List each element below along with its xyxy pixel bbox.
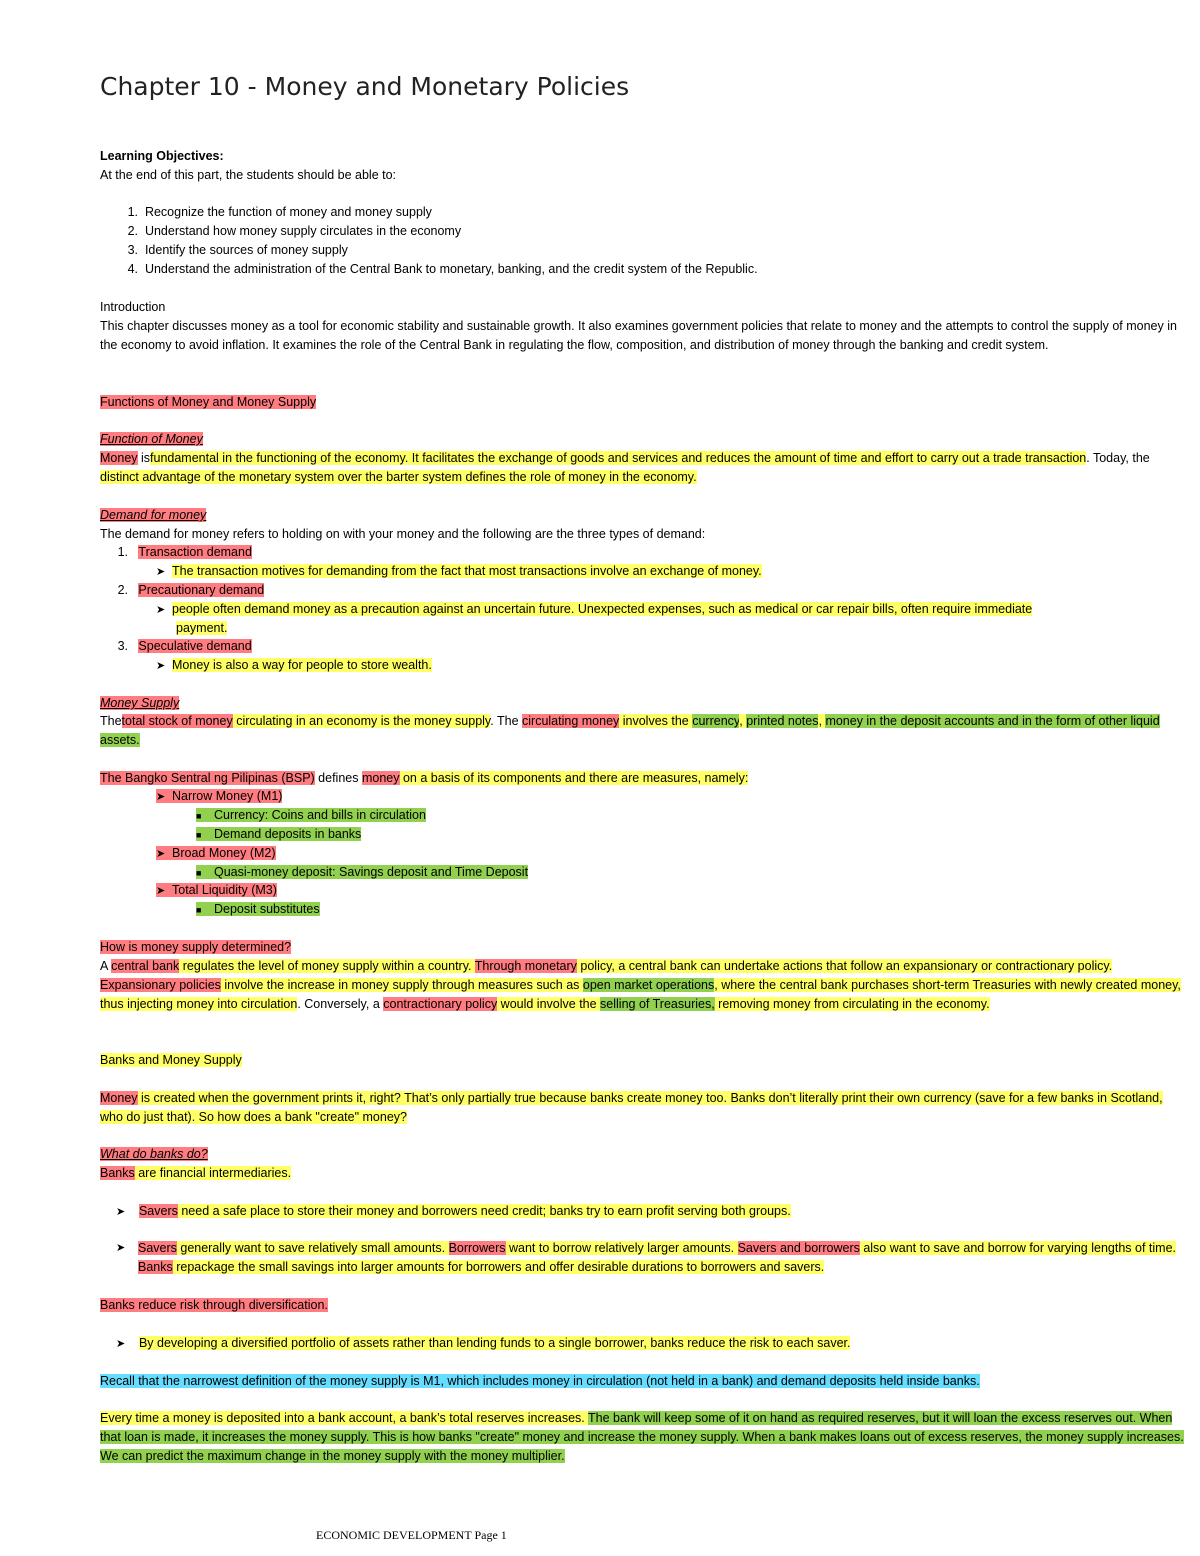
measure-m3: ➤ Total Liquidity (M3): [156, 883, 277, 897]
risk-heading: Banks reduce risk through diversification.: [100, 1298, 328, 1312]
bsp-text: The Bangko Sentral ng Pilipinas (BSP) defines money on a basis of its components and there are measures, namely:: [100, 771, 749, 785]
introduction-text: This chapter discusses money as a tool for economic stability and sustainable growth. It also examines government policies that relate to money and the attempts to control the supply of money in the economy to avoid inflation. It examines the role of the Central Bank in regulating the flow, composition, and distribution of money through the banking and credit system.: [100, 319, 1177, 352]
functions-heading: Functions of Money and Money Supply: [100, 395, 317, 409]
page-title: Chapter 10 - Money and Monetary Policies: [100, 72, 630, 101]
objective-item: 1. Recognize the function of money and money supply: [127, 205, 432, 219]
objectives-heading: Learning Objectives:: [100, 149, 224, 163]
banks-text: Money is created when the government prints it, right? That’s only partially true because banks create money too. Banks don’t literally print their own currency (save for a few banks in Scotland, who do just that). So how does a bank "create" money?: [100, 1091, 1163, 1124]
reserves-text: Every time a money is deposited into a bank account, a bank’s total reserves increases. The bank will keep some of it on hand as required reserves, but it will loan the excess reserves out. When that loan is made, it increases the money supply. This is how banks "create" money and increase the money supply. When a bank makes loans out of excess reserves, the money supply increases. We can predict the maximum change in the money supply with the money multiplier.: [100, 1411, 1184, 1463]
bank-point: ➤ Savers need a safe place to store their money and borrowers need credit; banks try to earn profit serving both groups.: [116, 1204, 791, 1218]
measure-item: ■ Demand deposits in banks: [196, 827, 362, 841]
determined-text: A central bank regulates the level of money supply within a country. Through monetary policy, a central bank can undertake actions that follow an expansionary or contractionary policy. Expansionary policies involve the increase in money supply through measures such as open market operations, where the central bank purchases short-term Treasuries with newly created money, thus injecting money into circulation. Conversely, a contractionary policy would involve the selling of Treasuries, removing money from circulating in the economy.: [100, 959, 1181, 1011]
demand-type: 3. Speculative demand: [117, 639, 252, 653]
bank-point: ➤ Savers generally want to save relatively small amounts. Borrowers want to borrow relatively larger amounts. Savers and borrowers also want to save and borrow for varying lengths of time. Banks repackage the small savings into larger amounts for borrowers and offer desirable durations to borrowers and savers.: [116, 1241, 1176, 1274]
footer: ECONOMIC DEVELOPMENT Page 1: [316, 1528, 507, 1542]
money-supply-heading: Money Supply: [100, 696, 180, 710]
demand-detail: ➤ Money is also a way for people to store wealth.: [156, 658, 432, 672]
demand-type: 2. Precautionary demand: [117, 583, 265, 597]
function-of-money-text: Money isfundamental in the functioning of the economy. It facilitates the exchange of goods and services and reduces the amount of time and effort to carry out a trade transaction. Today, the distinct advantage of the monetary system over the barter system defines the role of money in the economy.: [100, 451, 1150, 484]
determined-heading: How is money supply determined?: [100, 940, 292, 954]
banks-intermediaries: Banks are financial intermediaries.: [100, 1166, 292, 1180]
measure-m1: ➤ Narrow Money (M1): [156, 789, 283, 803]
demand-detail: ➤ The transaction motives for demanding from the fact that most transactions involve an exchange of money.: [156, 564, 762, 578]
what-banks-do-heading: What do banks do?: [100, 1147, 208, 1161]
objective-item: 2. Understand how money supply circulates in the economy: [127, 224, 462, 238]
demand-intro: The demand for money refers to holding on with your money and the following are the three types of demand:: [100, 527, 706, 541]
objectives-intro: At the end of this part, the students should be able to:: [100, 168, 397, 182]
measure-item: ■ Quasi-money deposit: Savings deposit and Time Deposit: [196, 865, 529, 879]
demand-detail-cont: payment.: [176, 621, 228, 635]
measure-m2: ➤ Broad Money (M2): [156, 846, 276, 860]
recall-text: Recall that the narrowest definition of the money supply is M1, which includes money in circulation (not held in a bank) and demand deposits held inside banks.: [100, 1374, 980, 1388]
banks-heading: Banks and Money Supply: [100, 1053, 242, 1067]
demand-heading: Demand for money: [100, 508, 207, 522]
objective-item: 4. Understand the administration of the Central Bank to monetary, banking, and the credit system of the Republic.: [127, 262, 758, 276]
demand-detail: ➤ people often demand money as a precaution against an uncertain future. Unexpected expenses, such as medical or car repair bills, often require immediate: [156, 602, 1033, 616]
introduction-heading: Introduction: [100, 300, 166, 314]
objective-item: 3. Identify the sources of money supply: [127, 243, 348, 257]
measure-item: ■ Currency: Coins and bills in circulation: [196, 808, 426, 822]
money-supply-text: Thetotal stock of money circulating in an economy is the money supply. The circulating money involves the currency, printed notes, money in the deposit accounts and in the form of other liquid assets.: [100, 714, 1160, 747]
function-of-money-heading: Function of Money: [100, 432, 203, 446]
risk-point: ➤ By developing a diversified portfolio of assets rather than lending funds to a single borrower, banks reduce the risk to each saver.: [116, 1336, 851, 1350]
demand-type: 1. Transaction demand: [117, 545, 252, 559]
measure-item: ■ Deposit substitutes: [196, 902, 320, 916]
